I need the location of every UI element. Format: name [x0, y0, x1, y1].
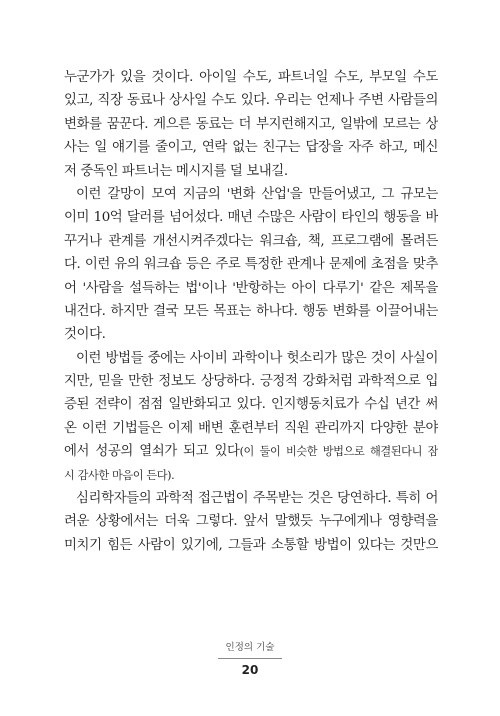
- text-line: 미치기 힘든 사람이 있기에, 그들과 소통할 방법이 있다는 것만으: [64, 537, 438, 553]
- inline-note: (이 둘이 비슷한 방법으로 해결된다니 잠: [239, 445, 438, 459]
- text-line: 것이다.: [64, 327, 106, 343]
- text-line: 심리학자들의 과학적 접근법이 주목받는 것은 당연하다. 특히 어: [76, 491, 438, 507]
- text-line: 이미 10억 달러를 넘어섰다. 매년 수많은 사람이 타인의 행동을 바: [64, 210, 438, 226]
- text-line: 저 중독인 파트너는 메시지를 덜 보내길.: [64, 163, 288, 179]
- text-line: [64, 440, 438, 463]
- inline-note-continued: 시 감사한 마음이 든다).: [64, 468, 175, 482]
- text-line: [64, 464, 438, 487]
- page-number: 20: [241, 663, 259, 677]
- footer-divider: [218, 658, 282, 659]
- text-line: 다. 이런 유의 워크숍 등은 주로 특정한 관계나 문제에 초점을 맞추: [64, 257, 438, 273]
- text-line: 어 '사람을 설득하는 법'이나 '반항하는 아이 다루기' 같은 제목을: [64, 280, 438, 296]
- paragraph-3: [64, 347, 438, 487]
- text-line: 증된 전략이 점점 일반화되고 있다. 인지행동치료가 수십 년간 써: [64, 397, 438, 413]
- paragraph-2: [64, 183, 438, 347]
- text-line: 누군가가 있을 것이다. 아이일 수도, 파트너일 수도, 부모일 수도: [64, 70, 438, 85]
- text-line-main: 에서 성공의 열쇠가 되고 있다: [64, 444, 240, 460]
- text-line: 변화를 꿈꾼다. 게으른 동료는 더 부지런해지고, 일밖에 모르는 상: [64, 116, 438, 132]
- text-line: 온 이런 기법들은 이제 배변 훈련부터 직원 관리까지 다양한 분야: [64, 420, 438, 436]
- text-line: 있고, 직장 동료나 상사일 수도 있다. 우리는 언제나 주변 사람들의: [64, 93, 438, 109]
- text-line: 지만, 믿을 만한 정보도 상당하다. 긍정적 강화처럼 과학적으로 입: [64, 374, 438, 390]
- paragraph-4: [64, 487, 438, 557]
- text-line: 내건다. 하지만 결국 모든 목표는 하나다. 행동 변화를 이끌어내는: [64, 303, 438, 319]
- text-line: 꾸거나 관계를 개선시켜주겠다는 워크숍, 책, 프로그램에 몰려든: [64, 233, 438, 249]
- text-line: 사는 일 얘기를 줄이고, 연락 없는 친구는 답장을 자주 하고, 메신: [64, 140, 438, 156]
- running-footer-title: 인정의 기술: [225, 642, 275, 653]
- text-line: 이런 갈망이 모여 지금의 '변화 산업'을 만들어냈고, 그 규모는: [76, 186, 438, 202]
- text-line: 려운 상황에서는 더욱 그렇다. 앞서 말했듯 누구에게나 영향력을: [64, 514, 438, 530]
- body-text: [64, 66, 438, 557]
- text-line: 이런 방법들 중에는 사이비 과학이나 헛소리가 많은 것이 사실이: [76, 350, 438, 366]
- paragraph-1: [64, 66, 438, 183]
